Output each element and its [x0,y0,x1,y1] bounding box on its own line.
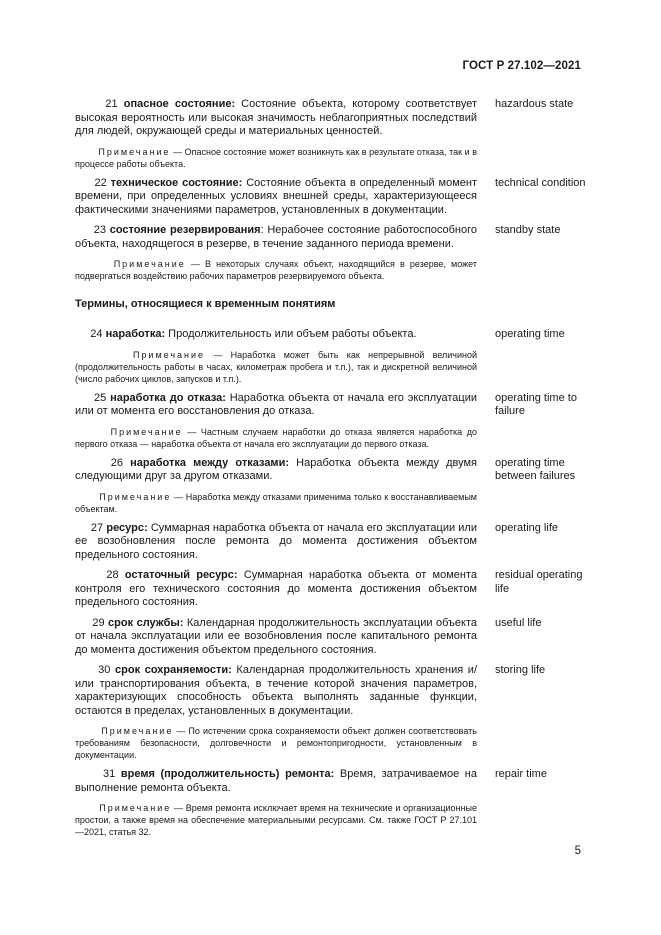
term-name: остаточный ресурс: [124,569,238,581]
term-number: 29 [92,616,105,629]
note-text: — В некоторых случаях объект, находящийся в резерве, может подвергаться воздействию рабочих параметров резервируемого объекта. [75,259,477,281]
term-name: время (продолжительность) ремонта: [120,768,335,780]
term-english: operating life [495,521,558,534]
page-number: 5 [574,845,581,857]
note-text: — Время ремонта исключает время на технические и организационные простои, а также время на обеспечение материальными ресурсами. См. также ГОСТ Р 27.101—2021, статья 32. [75,803,477,837]
term-entry [75,392,589,419]
term-text: Состояние объекта, которому соответствует высокая вероятность или высокая значимость неблагоприятных последствий для людей, окружающей среды и материальных ценностей. [75,98,477,137]
term-text: Наработка объекта между двумя следующими друг за другом отказами. [75,456,478,482]
term-note [75,258,477,282]
note-label: Примечание [113,259,186,269]
term-entry [75,569,589,610]
term-text: Наработка объекта от начала его эксплуатации или от момента его восстановления до отказа. [75,391,478,417]
note-text: — Наработка может быть как непрерывной величиной (продолжительность работы в часах, километраж пробега и т.п.), так и дискретной величиной (число рабочих циклов, запусков и т.п.). [75,349,477,384]
term-name: наработка до отказа: [110,391,226,404]
term-note [75,349,477,385]
term-note [75,146,477,170]
term-number: 26 [110,456,123,469]
term-definition [75,522,477,563]
term-definition [75,457,477,484]
term-definition [75,664,477,718]
note-label: Примечание [132,349,206,360]
term-name: ресурс: [106,521,148,534]
term-note [75,802,477,838]
term-entry [75,457,589,484]
term-text: : Нерабочее состояние работоспособного объекта, находящегося в резерве, в течение заданного периода времени. [75,224,477,250]
term-number: 31 [103,768,116,780]
term-definition [75,98,477,139]
term-name: техническое состояние: [110,176,243,189]
term-text: Суммарная наработка объекта от момента контроля его технического состояния до момента достижения объектом предельного состояния. [75,569,477,608]
term-definition [75,328,477,342]
term-number: 25 [94,391,107,404]
term-text: Продолжительность или объем работы объекта. [165,328,417,340]
term-text: Суммарная наработка объекта от начала его эксплуатации или ее возобновления после ремонта до момента достижения объектом предельного состояния. [75,521,477,561]
term-english: operating time to failure [495,391,577,417]
term-entry [75,98,589,139]
term-name: наработка между отказами: [130,456,289,469]
term-entry [75,328,589,342]
term-number: 30 [98,664,111,676]
term-entry [75,768,589,795]
note-text: — Частным случаем наработки до отказа является наработка до первого отказа — наработка объекта от начала его эксплуатации до первого отказа. [75,426,477,449]
term-definition [75,768,477,795]
term-entry [75,177,589,218]
term-entry [75,224,589,251]
term-english: residual operating life [495,569,583,595]
term-text: Календарная продолжительность эксплуатации объекта от начала эксплуатации или ее возобновления после капитального ремонта до момента достижения объектом предельного состояния. [75,616,477,656]
section-title: Термины, относящиеся к временным понятиям [75,298,336,310]
term-english: storing life [495,664,546,676]
term-name: состояние резервирования [109,224,261,236]
term-definition [75,224,477,251]
note-label: Примечание [99,803,172,813]
term-note [75,426,477,450]
term-definition [75,569,477,610]
term-english: standby state [495,224,561,236]
term-text: Время, затрачиваемое на выполнение ремонта объекта. [75,768,478,794]
terms-content [75,98,589,845]
note-label: Примечание [98,146,171,157]
term-text: Состояние объекта в определенный момент времени, при определенных условиях внешней среды, характеризующееся фактическими значениями параметров, установленных в документации. [75,176,477,216]
term-english: useful life [495,616,542,629]
term-name: срок сохраняемости: [115,664,232,676]
term-entry [75,522,589,563]
term-english: technical condition [495,176,586,189]
note-text: — Опасное состояние может возникнуть как в результате отказа, так и в процессе работы объекта. [75,146,477,169]
term-name: срок службы: [108,616,184,629]
term-english: operating time [495,328,565,340]
terms-block-top [75,98,589,282]
term-note [75,725,477,761]
note-text: — По истечении срока сохраняемости объект должен соответствовать требованиям безопасности, долговечности и ремонтопригодности, установленным в документации. [75,726,477,760]
term-note [75,491,477,515]
note-text: — Наработка между отказами применима только к восстанавливаемым объектам. [75,491,477,514]
term-number: 24 [90,328,103,340]
term-english: operating time between failures [495,456,576,482]
term-number: 22 [94,176,107,189]
term-text: Календарная продолжительность хранения и/или транспортирования объекта, в течение которой значения параметров, характеризующих способность объекта выполнять заданные функции, остаются в пределах, установленных в документации. [75,664,478,717]
term-number: 28 [106,569,119,581]
term-number: 27 [90,521,104,534]
term-number: 21 [105,98,118,110]
term-name: наработка: [105,328,166,340]
terms-block-bottom [75,328,589,838]
term-definition [75,177,477,218]
term-entry [75,617,589,658]
term-english: hazardous state [495,98,574,110]
note-label: Примечание [101,726,174,736]
note-label: Примечание [99,491,172,502]
term-number: 23 [93,224,106,236]
term-entry [75,664,589,718]
term-definition [75,392,477,419]
term-english: repair time [495,768,547,780]
term-name: опасное состояние: [123,98,236,110]
term-definition [75,617,477,658]
document-header: ГОСТ Р 27.102—2021 [462,60,581,72]
note-label: Примечание [110,426,183,437]
